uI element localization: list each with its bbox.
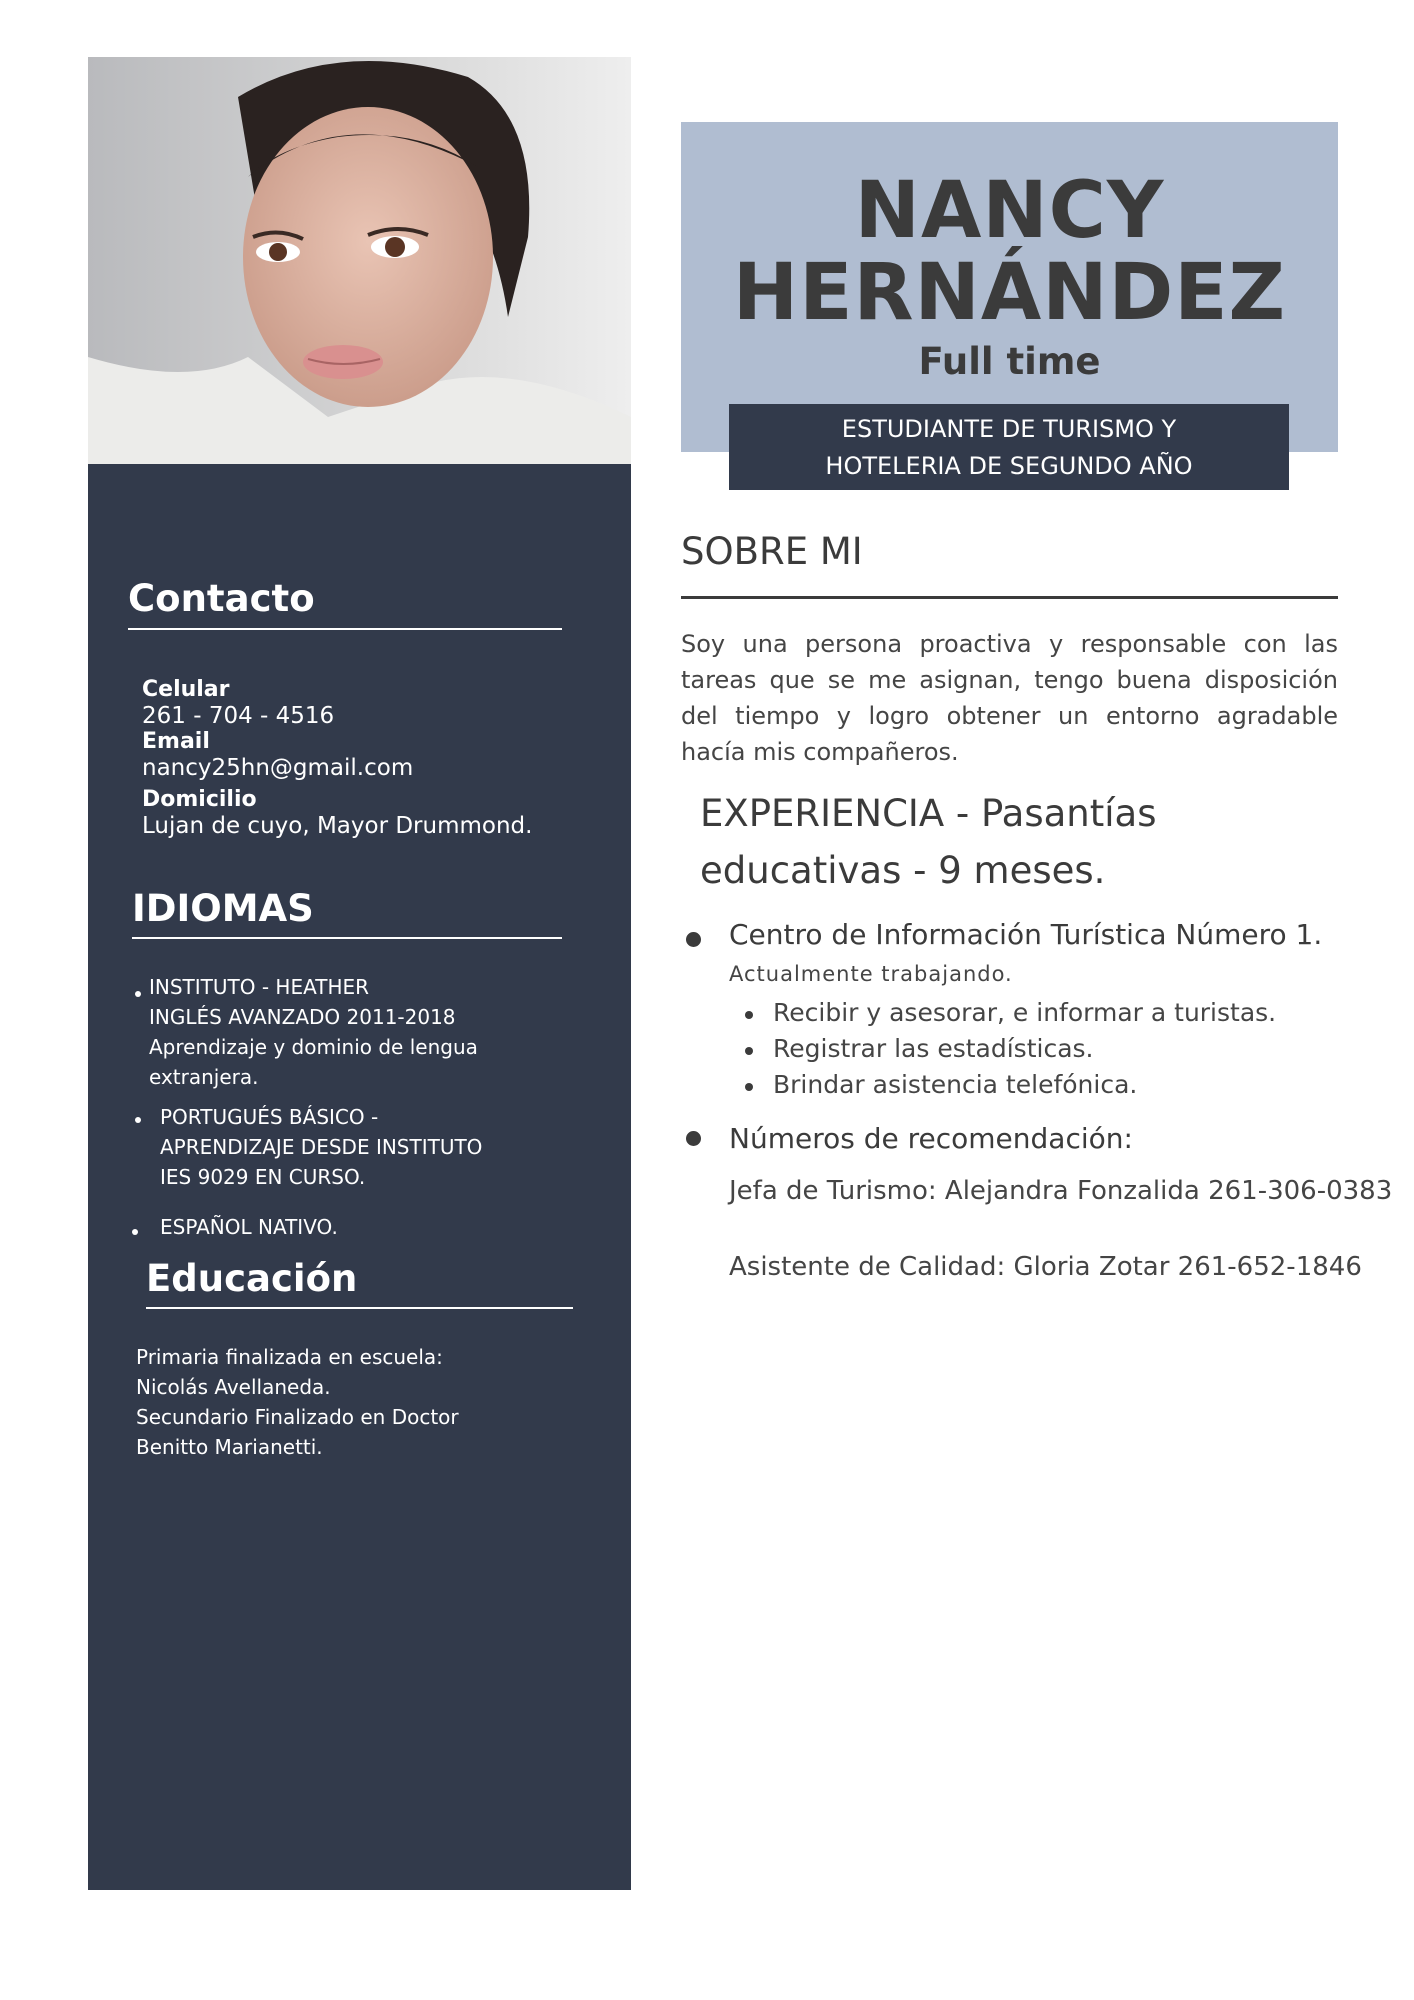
education-line: Benitto Marianetti. [136, 1435, 323, 1459]
phone-value: 261 - 704 - 4516 [142, 703, 335, 729]
bullet-icon [745, 1083, 753, 1091]
bullet-icon [686, 1131, 701, 1146]
bullet-icon [135, 991, 141, 997]
task-item: Brindar asistencia telefónica. [773, 1070, 1138, 1099]
reference-item: Jefa de Turismo: Alejandra Fonzalida 261-306-0383 [729, 1176, 1393, 1206]
address-label: Domicilio [142, 787, 257, 812]
bullet-icon [745, 1011, 753, 1019]
language-item-spanish [160, 1212, 338, 1242]
experience-heading [700, 785, 1156, 899]
email-value: nancy25hn@gmail.com [142, 755, 414, 781]
about-rule [681, 596, 1338, 599]
language-item-portuguese [160, 1102, 482, 1192]
experience-heading-line: EXPERIENCIA - Pasantías [700, 792, 1157, 835]
role-line: ESTUDIANTE DE TURISMO Y [841, 415, 1177, 443]
contact-rule [128, 628, 562, 630]
about-text: Soy una persona proactiva y responsable con las tareas que se me asignan, tengo buena disposición del tiempo y logro obtener un entorno agradable hacía mis compañeros. [681, 630, 1338, 766]
job-title: Centro de Información Turística Número 1. [729, 918, 1323, 951]
language-line: ESPAÑOL NATIVO. [160, 1215, 338, 1239]
language-line: INGLÉS AVANZADO 2011-2018 [149, 1005, 456, 1029]
languages-rule [132, 937, 562, 939]
bullet-icon [745, 1047, 753, 1055]
about-heading: SOBRE MI [681, 530, 863, 573]
first-name: NANCY [854, 166, 1165, 256]
language-line: IES 9029 EN CURSO. [160, 1165, 366, 1189]
availability: Full time [918, 340, 1101, 383]
task-item: Registrar las estadísticas. [773, 1034, 1094, 1063]
education-heading: Educación [146, 1257, 358, 1300]
education-line: Primaria finalizada en escuela: [136, 1345, 443, 1369]
sidebar [88, 57, 631, 1890]
contact-heading: Contacto [128, 577, 315, 620]
education-rule [146, 1307, 573, 1309]
task-item: Recibir y asesorar, e informar a turistas. [773, 998, 1277, 1027]
education-line: Secundario Finalizado en Doctor [136, 1405, 459, 1429]
experience-heading-line: educativas - 9 meses. [700, 849, 1106, 892]
last-name: HERNÁNDEZ [732, 248, 1287, 338]
contact-info [142, 677, 532, 839]
language-line: INSTITUTO - HEATHER [149, 975, 370, 999]
bullet-icon [686, 932, 701, 947]
language-line: extranjera. [149, 1065, 259, 1089]
language-item-english [149, 972, 478, 1092]
education-line: Nicolás Avellaneda. [136, 1375, 331, 1399]
language-line: APRENDIZAJE DESDE INSTITUTO [160, 1135, 483, 1159]
languages-heading: IDIOMAS [132, 887, 314, 930]
role-line: HOTELERIA DE SEGUNDO AÑO [825, 452, 1193, 480]
email-label: Email [142, 729, 210, 754]
language-line: Aprendizaje y dominio de lengua [149, 1035, 478, 1059]
education-text [136, 1342, 459, 1462]
name-header [681, 122, 1338, 452]
bullet-icon [135, 1117, 141, 1123]
references-heading: Números de recomendación: [729, 1122, 1133, 1155]
bullet-icon [132, 1229, 138, 1235]
phone-label: Celular [142, 677, 230, 702]
language-line: PORTUGUÉS BÁSICO - [160, 1105, 379, 1129]
reference-item: Asistente de Calidad: Gloria Zotar 261-652-1846 [729, 1252, 1362, 1282]
job-status: Actualmente trabajando. [729, 962, 1013, 986]
address-value: Lujan de cuyo, Mayor Drummond. [142, 813, 533, 839]
profile-photo [88, 57, 631, 464]
role-banner [729, 404, 1289, 490]
